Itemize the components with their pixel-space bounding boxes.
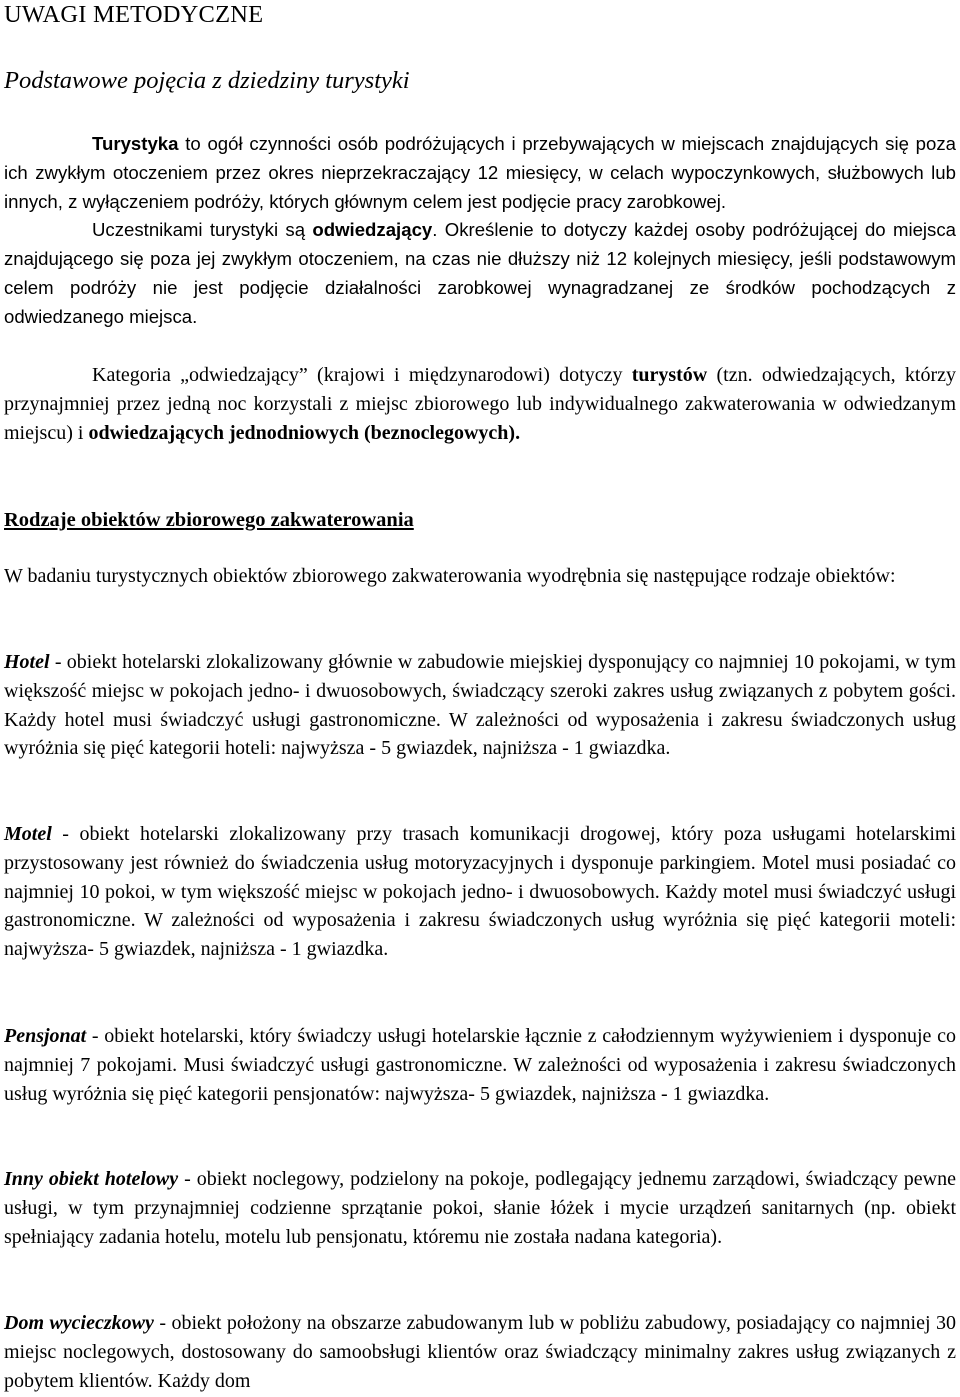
intro-paragraph-categories: [4, 361, 956, 447]
item-excursion-house-text: - obiekt położony na obszarze zabudowanym lub w pobliżu zabudowy, posiadający co najmniej 30 miejsc noclegowych, dostosowany do samoobsługi klientów oraz świadczący minimalny zakres usług związanych z pobytem klientów. Każdy dom: [4, 1312, 956, 1392]
categories-lead: Kategoria „odwiedzający” (krajowi i międzynarodowi) dotyczy: [92, 364, 632, 386]
item-other-hotel-term: Inny obiekt hotelowy: [4, 1168, 179, 1190]
item-motel-paragraph: [4, 820, 956, 964]
visitors-lead: Uczestnikami turystyki są: [92, 219, 313, 241]
document-subtitle: Podstawowe pojęcia z dziedziny turystyki: [4, 67, 410, 94]
item-hotel-text: - obiekt hotelarski zlokalizowany głównie w zabudowie miejskiej dysponujący co najmniej 10 pokojami, w tym większość miejsc w pokojach jedno- i dwuosobowych, świadczący szeroki zakres usług związanych z pobytem gości. Każdy hotel musi świadczyć usługi gastronomiczne. W zależności od wyposażenia i zakresu świadczonych usług wyróżnia się pięć kategorii hoteli: najwyższa - 5 gwiazdek, najniższa - 1 gwiazdka.: [4, 651, 956, 760]
document-title: UWAGI METODYCZNE: [4, 1, 264, 28]
intro-block: [4, 130, 956, 332]
item-other-hotel-paragraph: [4, 1165, 956, 1251]
visitors-definition: . Określenie to dotyczy każdej osoby podróżującej do miejsca znajdującego się poza jej zwykłym otoczeniem, na czas nie dłuższy niż 12 kolejnych miesięcy, jeśli podstawowym celem podróży nie jest podjęcie działalności zarobkowej wynagradzanej ze środków pochodzących z odwiedzanego miejsca.: [4, 219, 956, 327]
categories-middle: (tzn. odwiedzających, którzy przynajmniej przez jedną noc korzystali z miejsc zbiorowego lub indywidualnego zakwaterowania w odwiedzanym miejscu) i: [4, 364, 956, 444]
item-excursion-house-paragraph: [4, 1309, 956, 1395]
section-heading: Rodzaje obiektów zbiorowego zakwaterowania: [4, 509, 414, 531]
item-pensjonat-paragraph: [4, 1022, 956, 1108]
term-visitors: odwiedzający: [312, 219, 433, 241]
item-hotel-term: Hotel: [4, 651, 50, 673]
tourism-definition: to ogół czynności osób podróżujących i przebywających w miejscach znajdujących się poza ich zwykłym otoczeniem przez okres nieprzekraczający 12 miesięcy, w celach wypoczynkowych, służbowych lub innych, z wyłączeniem podróży, których głównym celem jest podjęcie pracy zarobkowej.: [4, 133, 956, 212]
term-day-visitors: odwiedzających jednodniowych (beznoclegowych).: [88, 421, 521, 444]
section-intro: W badaniu turystycznych obiektów zbiorowego zakwaterowania wyodrębnia się następujące rodzaje obiektów:: [4, 565, 896, 587]
item-excursion-house: [4, 1309, 956, 1395]
item-other-hotel-text: - obiekt noclegowy, podzielony na pokoje, podlegający jednemu zarządowi, świadczący pewne usługi, w tym przynajmniej codzienne sprzątanie pokoi, słanie łóżek i mycie urządzeń sanitarnych (np. obiekt spełniający zadania hotelu, motelu lub pensjonatu, któremu nie została nadana kategoria).: [4, 1168, 956, 1248]
item-excursion-house-term: Dom wycieczkowy: [4, 1312, 154, 1334]
categories-block: [4, 361, 956, 447]
intro-paragraph-tourism: [4, 130, 956, 216]
item-hotel-paragraph: [4, 648, 956, 763]
item-pensjonat: [4, 1022, 956, 1108]
term-tourists: turystów: [631, 364, 708, 386]
item-motel: [4, 820, 956, 964]
section-intro-block: [4, 562, 956, 591]
intro-paragraph-visitors: [4, 216, 956, 331]
item-motel-text: - obiekt hotelarski zlokalizowany przy trasach komunikacji drogowej, który poza usługami hotelarskimi przystosowany jest również do świadczenia usług motoryzacyjnych i dysponuje parkingiem. Motel musi posiadać co najmniej 10 pokoi, w tym większość miejsc w pokojach jedno- i dwuosobowych. Każdy motel musi świadczyć usługi gastronomiczne. W zależności od wyposażenia i zakresu świadczonych usług wyróżnia się pięć kategorii moteli: najwyższa- 5 gwiazdek, najniższa - 1 gwiazdka.: [4, 823, 956, 961]
item-pensjonat-term: Pensjonat: [4, 1025, 87, 1047]
item-other-hotel: [4, 1165, 956, 1251]
term-tourism: Turystyka: [92, 133, 179, 154]
item-pensjonat-text: - obiekt hotelarski, który świadczy usługi hotelarskie łącznie z całodziennym wyżywieniem i dysponuje co najmniej 7 pokojami. Musi świadczyć usługi gastronomiczne. W zależności od wyposażenia i zakresu świadczonych usług wyróżnia się pięć kategorii pensjonatów: najwyższa- 5 gwiazdek, najniższa - 1 gwiazdka.: [4, 1025, 956, 1105]
item-hotel: [4, 648, 956, 763]
item-motel-term: Motel: [4, 823, 52, 845]
